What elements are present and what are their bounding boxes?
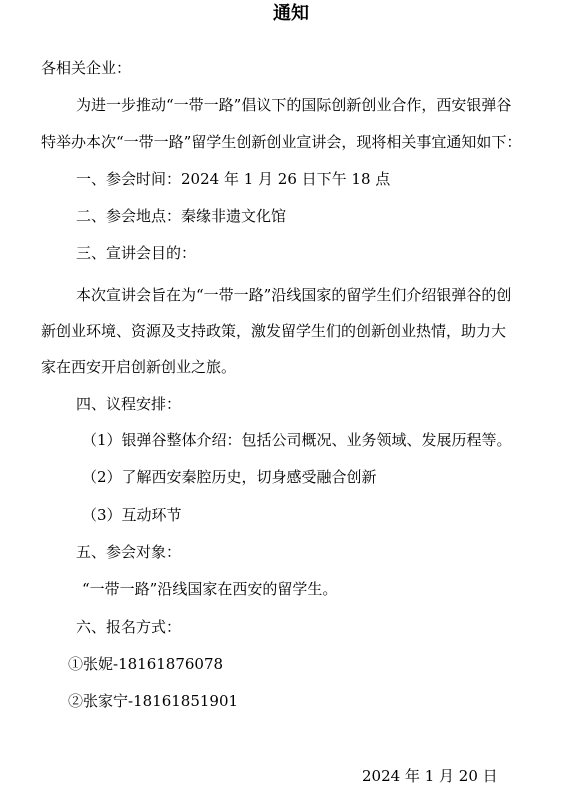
agenda-heading: 四、议程安排： [76,395,182,413]
purpose-paragraph-line-3: 家在西安开启创新创业之旅。 [41,358,237,376]
agenda-item: （3）互动环节 [82,506,182,524]
contact-item: ①张妮-18161876078 [68,655,224,673]
purpose-paragraph-line-1: 本次宣讲会旨在为“一带一路”沿线国家的留学生们介绍银弹谷的创 [76,286,512,304]
audience-text: “一带一路”沿线国家在西安的留学生。 [82,580,338,598]
document-date: 2024 年 1 月 20 日 [362,767,498,785]
purpose-paragraph-line-2: 新创业环境、资源及支持政策，激发留学生们的创新创业热情，助力大 [41,322,507,340]
contact-item: ②张家宁-18161851901 [68,692,239,710]
meeting-time-item: 一、参会时间：2024 年 1 月 26 日下午 18 点 [76,170,391,188]
document-title: 通知 [273,3,309,24]
salutation: 各相关企业： [41,59,132,77]
purpose-heading: 三、宣讲会目的： [76,244,197,262]
agenda-item: （1）银弹谷整体介绍：包括公司概况、业务领域、发展历程等。 [82,431,512,449]
signup-heading: 六、报名方式： [76,618,182,636]
audience-heading: 五、参会对象： [76,543,182,561]
agenda-item: （2）了解西安秦腔历史，切身感受融合创新 [82,468,377,486]
intro-paragraph-line-2: 特举办本次“一带一路”留学生创新创业宣讲会，现将相关事宜通知如下： [41,133,522,151]
meeting-location-item: 二、参会地点：秦缘非遗文化馆 [76,207,287,225]
intro-paragraph-line-1: 为进一步推动“一带一路”倡议下的国际创新创业合作，西安银弹谷 [76,96,512,114]
